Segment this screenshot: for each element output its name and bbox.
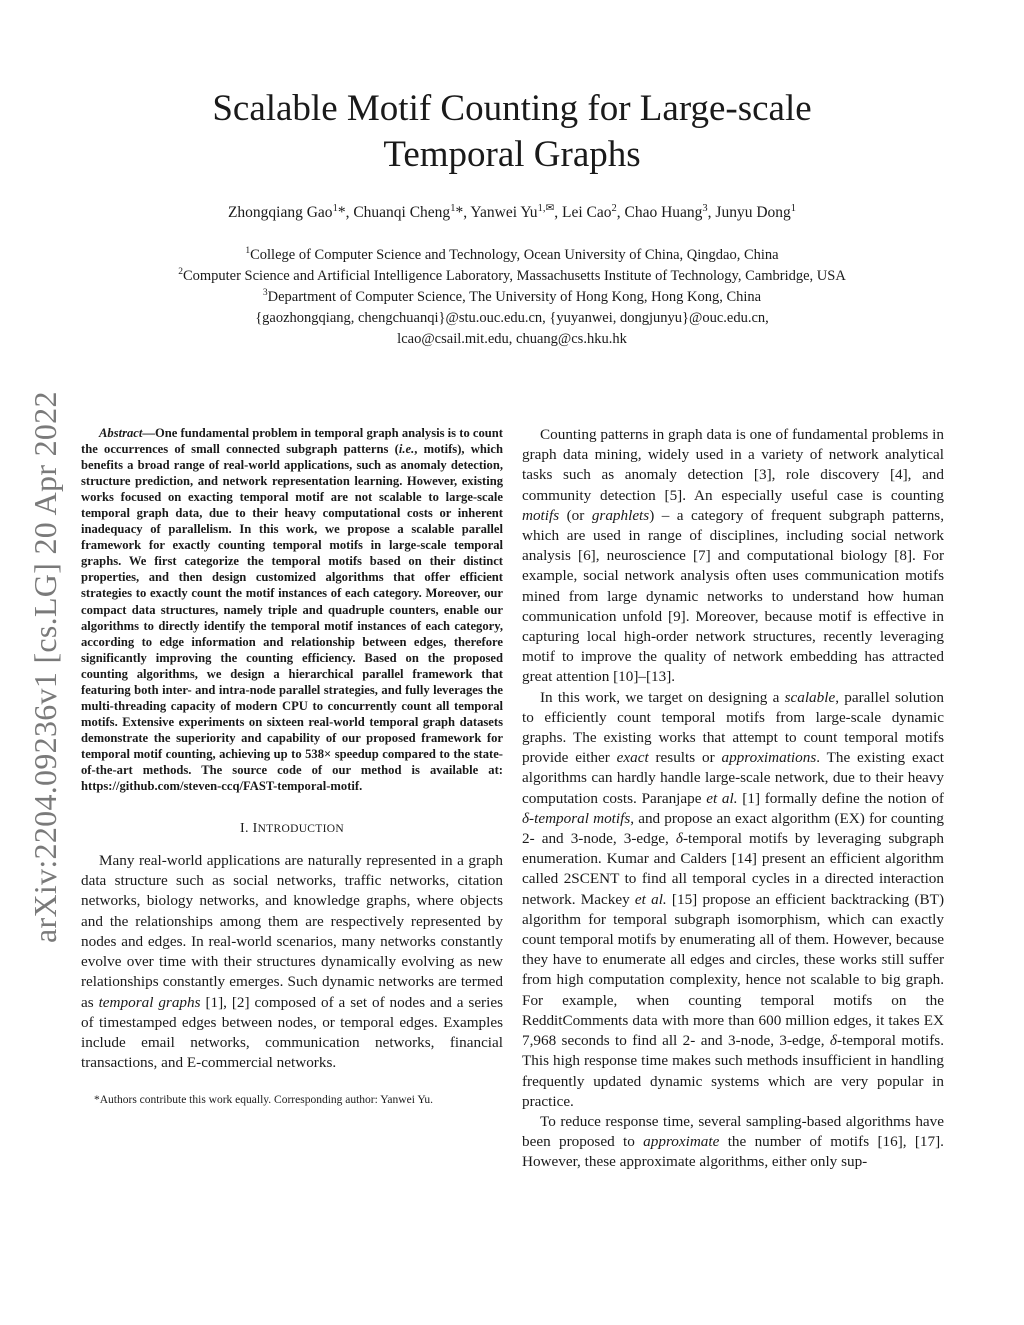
emphasis: exact: [616, 749, 649, 767]
author-affil-sup: 3: [702, 202, 708, 214]
paragraph-text: the number of motifs [16], [17]. However, these approximate algorithms, either only sup-: [522, 1133, 944, 1171]
emphasis: δ: [829, 1032, 837, 1050]
affiliation-sup: 3: [262, 288, 268, 299]
author-affil-sup: 2: [611, 202, 617, 214]
emphasis: motifs: [522, 506, 560, 524]
title-line-2: Temporal Graphs: [383, 134, 641, 175]
left-column: [81, 425, 503, 1108]
paragraph-text: -temporal motifs by leveraging subgraph enumeration. Kumar and Calders [14] present an efficient algorithm called 2SCENT to find all temporal cycles in a directed interaction network. Mackey: [522, 830, 945, 908]
emphasis: δ-temporal motifs: [522, 809, 631, 827]
body-paragraph: [522, 1112, 944, 1173]
paragraph-text: ) – a category of frequent subgraph patterns, which are used in range of disciplines, including social network analysis [6], neuroscience [7] and computational biology [8]. For example, social network analysis often uses communication motifs mined from large dynamic networks to understand how human communication unfold [9]. Moreover, because motif is effective in capturing local high-order network structures, recently leveraging motif to improve the quality of network embedding has attracted great attention [10]–[13].: [522, 506, 944, 686]
abstract-italic: i.e.: [398, 442, 415, 457]
affiliation-line: [80, 245, 944, 266]
paragraph-text: In this work, we target on designing a: [540, 688, 785, 706]
emphasis: et al.: [634, 890, 667, 908]
emphasis: approximate: [643, 1133, 720, 1151]
paragraph-text: [1] formally define the notion of: [737, 789, 944, 807]
paragraph-text: -temporal motifs. This high response time makes such methods insufficient in handling frequently updated dynamic systems which are very popular in practice.: [522, 1032, 944, 1110]
email-line-2: lcao@csail.mit.edu, chuang@cs.hku.hk: [397, 331, 627, 347]
paragraph-text: [15] propose an efficient backtracking (BT) algorithm for temporal subgraph isomorphism, which can exactly count temporal motifs by enumerating all of them. However, because they have to enumerate all edges and circles, these works still suffer from high computation complexity, hence not scalable to big graph. For example, when counting temporal motifs on the RedditComments data with more than 600 million edges, it takes EX 7,968 seconds to find all 2- and 3-node, 3-edge,: [522, 890, 944, 1050]
right-column: [522, 425, 944, 1173]
body-paragraph: [522, 425, 944, 688]
paragraph-text: To reduce response time, several sampling-based algorithms have been proposed to: [522, 1112, 944, 1151]
email-line-1: {gaozhongqiang, chengchuanqi}@stu.ouc.edu.cn, {yuyanwei, dongjunyu}@ouc.edu.cn,: [255, 310, 769, 326]
footnote: *Authors contribute this work equally. Corresponding author: Yanwei Yu.: [94, 1094, 433, 1107]
affiliation-text: College of Computer Science and Technology, Ocean University of China, Qingdao, China: [250, 247, 779, 263]
author-name: Junyu Dong: [715, 204, 791, 221]
paragraph-text: . The existing exact algorithms can hardly handle large-scale network, due to their heavy computation costs. Paranjape: [522, 749, 944, 807]
affiliation-text: Computer Science and Artificial Intelligence Laboratory, Massachusetts Institute of Technology, Cambridge, USA: [182, 268, 846, 284]
title-line-1: Scalable Motif Counting for Large-scale: [212, 88, 812, 129]
section-title-rest: NTRODUCTION: [257, 823, 344, 836]
affiliation-sup: 2: [178, 267, 183, 278]
paragraph-text: [1], [2] composed of a set of nodes and a series of timestamped edges between nodes, or temporal edges. Examples include email networks, communication networks, financial transactions, and E-commercial networks.: [81, 993, 503, 1072]
author-affil-sup: 1,✉: [537, 202, 555, 214]
author-name: Yanwei Yu: [470, 204, 538, 221]
intro-paragraph: [81, 851, 503, 1073]
affiliation-sup: 1: [245, 246, 251, 257]
abstract: [81, 425, 503, 794]
emphasis: temporal graphs: [98, 993, 201, 1011]
emphasis: δ: [675, 830, 683, 848]
author-affil-sup: 1: [790, 202, 797, 214]
author-list: Zhongqiang Gao$^1$*, Chuanqi Cheng$^1$*, Yanwei $Yu^{1,✉}$, Lei Cao$^2$, Chao Huang$^3$, Junyu Dong$^1$: [227, 202, 797, 221]
emphasis: et al.: [706, 789, 738, 807]
body-paragraph: [522, 688, 944, 1112]
arxiv-identifier-stamp: arXiv:2204.09236v1 [cs.LG] 20 Apr 2022: [27, 391, 63, 943]
abstract-dash: —: [142, 426, 155, 440]
author-name: Chuanqi Cheng: [353, 204, 451, 221]
abstract-text: One fundamental problem in temporal graph analysis is to count the occurrences of small connected subgraph patterns (: [81, 426, 503, 457]
abstract-text: , motifs), which benefits a broad range of real-world applications, such as anomaly detection, structure prediction, and network representation learning. However, existing works focused on exacting temporal motif are not scalable to large-scale temporal graph data, due to their heavy computational costs or inherent inadequacy of parallelism. In this work, we propose a scalable parallel framework for exactly counting temporal motifs in large-scale temporal graphs. We first categorize the temporal motifs based on their distinct properties, and then design customized algorithms that offer efficient strategies to exactly count the motif instances of each category. Moreover, our compact data structures, namely triple and quadruple counters, enable our algorithms to directly identify the temporal motif instances of each category, according to edge information and relationship between edges, therefore significantly improving the counting efficiency. Based on the proposed counting algorithms, we design a hierarchical parallel framework that featuring both inter- and intra-node parallel strategies, and fully leverages the multi-threading capacity of modern CPU to concurrently count all temporal motifs. Extensive experiments on sixteen real-world temporal graph datasets demonstrate the superiority and capability of our proposed framework for temporal motif counting, achieving up to 538× speedup compared to the state-of-the-art methods. The source code of our method is available at: https://github.com/steven-ccq/FAST-temporal-motif.: [81, 442, 503, 794]
author-name: Lei Cao: [562, 204, 612, 221]
affiliations: [80, 245, 944, 350]
author-name: Zhongqiang Gao: [227, 204, 333, 221]
paragraph-text: (or: [559, 506, 592, 524]
paragraph-text: results or: [648, 749, 722, 767]
paragraph-text: , and propose an exact algorithm (EX) for counting 2- and 3-node, 3-edge,: [522, 809, 944, 848]
paragraph-text: Counting patterns in graph data is one of fundamental problems in graph data mining, widely used in a variety of network analytical tasks such as anomaly detection [3], role discovery [4], and community detection [5]. An especially useful case is counting: [522, 426, 944, 504]
author-affil-sup: 1: [332, 202, 338, 214]
paper-title: [100, 86, 924, 178]
equal-contribution-mark: *: [455, 204, 464, 221]
affiliation-line: [80, 287, 944, 308]
author-name: Chao Huang: [624, 204, 703, 221]
emphasis: approximations: [721, 749, 817, 767]
emphasis: scalable: [784, 688, 836, 706]
affiliation-line: [80, 266, 944, 287]
emphasis: graphlets: [591, 506, 650, 524]
section-title-initial: I: [252, 821, 258, 837]
section-heading-introduction: [81, 821, 503, 837]
affiliation-text: Department of Computer Science, The University of Hong Kong, Hong Kong, China: [267, 289, 762, 305]
abstract-label: Abstract: [99, 426, 143, 440]
paragraph-text: , parallel solution to efficiently count temporal motifs from large-scale dynamic graphs. The existing works that attempt to count temporal motifs provide either: [522, 688, 944, 767]
author-affil-sup: 1: [450, 202, 456, 214]
equal-contribution-mark: *: [337, 204, 346, 221]
paragraph-text: Many real-world applications are naturally represented in a graph data structure such as social networks, traffic networks, citation networks, biology networks, and knowledge graphs, where objects and the relationships among them are respectively represented by nodes and edges. In real-world scenarios, many networks constantly evolve over time with their structures dynamically evolving as new relationships constantly emerges. Such dynamic networks are termed as: [81, 852, 503, 1011]
section-numeral: I.: [240, 821, 253, 837]
